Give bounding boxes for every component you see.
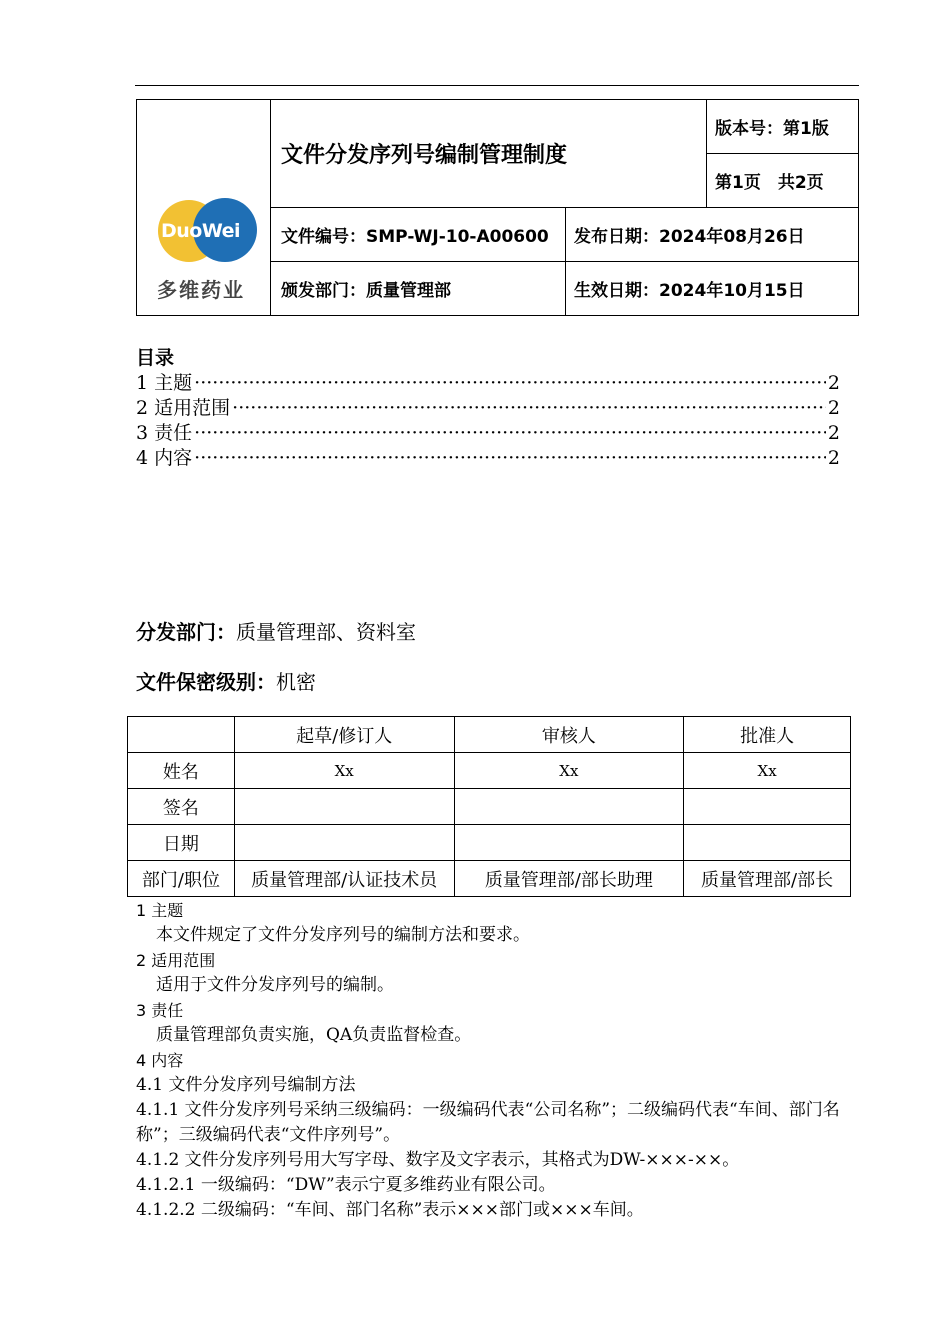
- paragraph: 4.1.2.1 一级编码：“DW”表示宁夏多维药业有限公司。: [136, 1175, 556, 1195]
- distribution-line: [136, 616, 416, 645]
- toc-leader-dots: [194, 422, 826, 444]
- signature-cell: [454, 789, 684, 825]
- table-cell: 质量管理部/部长助理: [454, 861, 684, 897]
- row-label: 姓名: [128, 753, 235, 789]
- toc-item-page: 2: [827, 447, 840, 469]
- document-number: 文件编号：SMP-WJ-10-A00600: [271, 208, 566, 262]
- row-label: 日期: [128, 825, 235, 861]
- date-cell: [684, 825, 851, 861]
- section-text: 适用于文件分发序列号的编制。: [156, 975, 394, 995]
- row-label: 签名: [128, 789, 235, 825]
- paragraph: 4.1.2.2 二级编码：“车间、部门名称”表示×××部门或×××车间。: [136, 1200, 644, 1220]
- table-cell: 质量管理部/部长: [684, 861, 851, 897]
- header-top-rule: [135, 85, 859, 86]
- logo-cell: [137, 100, 271, 315]
- logo-brand-cn: 多维药业: [157, 278, 245, 302]
- toc-item[interactable]: [136, 368, 840, 393]
- toc-item-label: 责任: [154, 422, 193, 444]
- table-header-cell: 审核人: [454, 717, 684, 753]
- logo-brand-en: DuoWei: [161, 220, 241, 242]
- table-row: [128, 825, 851, 861]
- toc-item[interactable]: [136, 393, 840, 418]
- toc-item-label: 适用范围: [154, 397, 231, 419]
- issuing-department: 颁发部门：质量管理部: [271, 262, 566, 315]
- section-heading: 2 适用范围: [136, 951, 216, 970]
- distribution-label: 分发部门：: [136, 620, 236, 644]
- toc-leader-dots: [194, 447, 826, 469]
- effective-date: 生效日期：2024年10月15日: [574, 281, 805, 301]
- toc-item-page: 2: [827, 372, 840, 394]
- table-header-cell: 起草/修订人: [234, 717, 454, 753]
- toc-item[interactable]: [136, 443, 840, 468]
- section-heading: 4 内容: [136, 1051, 184, 1070]
- date-cell: [234, 825, 454, 861]
- table-row: [128, 753, 851, 789]
- toc-item-number: 1: [136, 372, 149, 394]
- confidentiality-label: 文件保密级别：: [136, 670, 276, 694]
- section-text: 质量管理部负责实施，QA负责监督检查。: [156, 1025, 472, 1045]
- publish-date: 发布日期：2024年08月26日: [566, 208, 858, 262]
- toc-leader-dots: [232, 397, 826, 419]
- table-cell: Xx: [454, 753, 684, 789]
- section-heading: 1 主题: [136, 901, 184, 920]
- signature-cell: [234, 789, 454, 825]
- table-row: [128, 789, 851, 825]
- company-logo: [155, 198, 259, 302]
- document-header-table: [136, 99, 859, 316]
- paragraph: 4.1.1 文件分发序列号采纳三级编码：一级编码代表“公司名称”；二级编码代表“车间、部门名称”；三级编码代表“文件序列号”。: [136, 1100, 840, 1145]
- signature-cell: [684, 789, 851, 825]
- toc-item-number: 2: [136, 397, 149, 419]
- approval-table: [127, 716, 851, 897]
- table-header-cell: 批准人: [684, 717, 851, 753]
- confidentiality-value: 机密: [276, 670, 316, 694]
- table-header-row: [128, 717, 851, 753]
- paragraph: 4.1.2 文件分发序列号用大写字母、数字及文字表示，其格式为DW-×××-××。: [136, 1150, 740, 1170]
- row-label: 部门/职位: [128, 861, 235, 897]
- document-title: 文件分发序列号编制管理制度: [271, 100, 707, 208]
- table-cell: 质量管理部/认证技术员: [234, 861, 454, 897]
- table-cell: Xx: [684, 753, 851, 789]
- table-row: [128, 861, 851, 897]
- toc-item-label: 内容: [154, 447, 193, 469]
- document-body: [136, 898, 866, 1223]
- section-heading: 3 责任: [136, 1001, 184, 1020]
- paragraph: 4.1 文件分发序列号编制方法: [136, 1075, 356, 1095]
- page-count: 第1页 共2页: [707, 154, 858, 208]
- table-of-contents: [136, 368, 840, 468]
- toc-item-label: 主题: [154, 372, 193, 394]
- table-header-cell: [128, 717, 235, 753]
- toc-title: 目录: [136, 347, 175, 369]
- confidentiality-line: [136, 666, 316, 695]
- date-cell: [454, 825, 684, 861]
- toc-item-number: 4: [136, 447, 149, 469]
- toc-item-page: 2: [827, 397, 840, 419]
- toc-leader-dots: [194, 372, 826, 394]
- version-number: 版本号：第1版: [707, 100, 858, 154]
- distribution-value: 质量管理部、资料室: [236, 620, 416, 644]
- section-text: 本文件规定了文件分发序列号的编制方法和要求。: [156, 925, 530, 945]
- toc-item-page: 2: [827, 422, 840, 444]
- toc-item-number: 3: [136, 422, 149, 444]
- toc-item[interactable]: [136, 418, 840, 443]
- table-cell: Xx: [234, 753, 454, 789]
